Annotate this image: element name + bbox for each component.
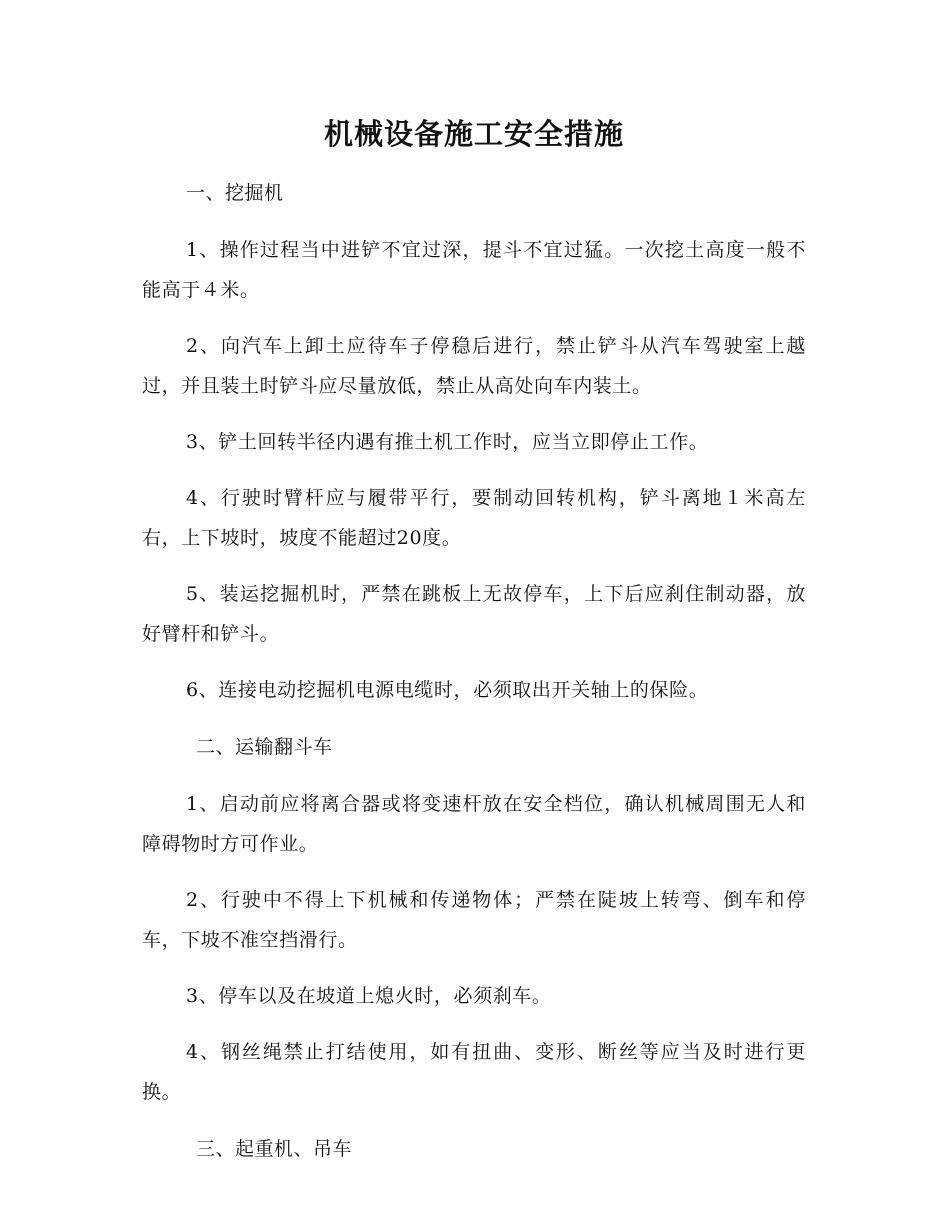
section-crane — [142, 1128, 806, 1170]
paragraph: 4、钢丝绳禁止打结使用，如有扭曲、变形、断丝等应当及时进行更换。 — [142, 1041, 806, 1103]
document-content — [142, 112, 806, 1170]
section-heading: 三、起重机、吊车 — [196, 1138, 353, 1160]
section-dump-truck — [142, 726, 806, 1112]
section-excavator — [142, 172, 806, 710]
section-heading: 一、挖掘机 — [186, 182, 284, 204]
paragraph: 2、行驶中不得上下机械和传递物体；严禁在陡坡上转弯、倒车和停车，下坡不准空挡滑行。 — [142, 889, 806, 951]
paragraph: 6、连接电动挖掘机电源电缆时，必须取出开关轴上的保险。 — [186, 679, 709, 701]
paragraph: 4、行驶时臂杆应与履带平行，要制动回转机构，铲斗离地１米高左右，上下坡时，坡度不能超过20度。 — [142, 487, 806, 549]
paragraph: 3、铲土回转半径内遇有推土机工作时，应当立即停止工作。 — [186, 431, 709, 453]
paragraph: 5、装运挖掘机时，严禁在跳板上无故停车，上下后应刹住制动器，放好臂杆和铲斗。 — [142, 583, 806, 645]
section-heading: 二、运输翻斗车 — [196, 736, 333, 758]
paragraph: 1、操作过程当中进铲不宜过深，提斗不宜过猛。一次挖土高度一般不能高于４米。 — [142, 239, 806, 301]
document-title: 机械设备施工安全措施 — [323, 117, 624, 151]
paragraph: 1、启动前应将离合器或将变速杆放在安全档位，确认机械周围无人和障碍物时方可作业。 — [142, 793, 806, 855]
paragraph: 3、停车以及在坡道上熄火时，必须刹车。 — [186, 985, 552, 1007]
paragraph: 2、向汽车上卸土应待车子停稳后进行，禁止铲斗从汽车驾驶室上越过，并且装土时铲斗应尽量放低，禁止从高处向车内装土。 — [142, 335, 806, 397]
